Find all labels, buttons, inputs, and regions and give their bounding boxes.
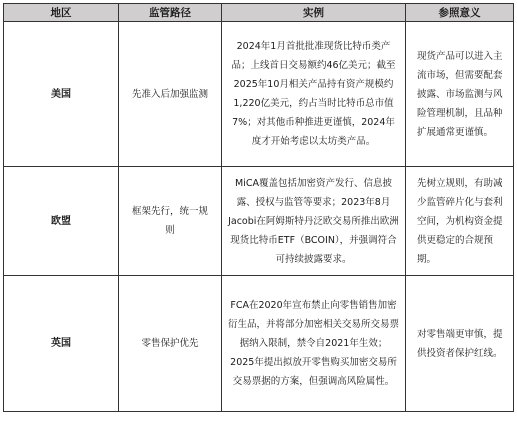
meaning-cell: 现货产品可以进入主流市场，但需要配套披露、市场监测与风险管理机制，且品种扩展通常更谨慎。 [406,22,514,167]
table-row [4,276,514,412]
region-cell: 欧盟 [4,167,119,276]
example-cell: 2024年1月首批批准现货比特币类产品；上线首日交易额约46亿美元；截至2025年10月相关产品持有资产规模约1,220亿美元，约占当时比特币总市值7%；对其他币种推进更谨慎，2024年度才开始考虑以太坊类产品。 [222,22,406,167]
table-row [4,167,514,276]
header-path: 监管路径 [119,4,222,22]
path-cell [119,167,222,276]
path-cell [119,22,222,167]
region-cell: 英国 [4,276,119,412]
header-meaning: 参照意义 [406,4,514,22]
table-header-row [4,4,514,22]
meaning-cell: 对零售端更审慎，提供投资者保护红线。 [406,276,514,412]
path-text: 先准入后加强监测 [131,88,208,100]
region-cell: 美国 [4,22,119,167]
header-example: 实例 [222,4,406,22]
meaning-cell: 先树立规则，有助减少监管碎片化与套利空间，为机构资金提供更稳定的合规预期。 [406,167,514,276]
path-text: 框架先行，统一规则 [131,206,208,236]
path-text: 零售保护优先 [141,338,199,349]
path-cell [119,276,222,412]
example-cell: FCA在2020年宣布禁止向零售销售加密衍生品，并将部分加密相关交易所交易票据纳入限制，禁令自2021年生效；2025年提出拟放开零售购买加密交易所交易票据的方案，但强调高风险属性。 [222,276,406,412]
regulation-comparison-table [3,3,514,412]
example-cell: MiCA覆盖包括加密资产发行、信息披露、授权与监管等要求；2023年8月Jacobi在阿姆斯特丹泛欧交易所推出欧洲现货比特币ETF（BCOIN），并强调符合可持续披露要求。 [222,167,406,276]
table-row [4,22,514,167]
header-region: 地区 [4,4,119,22]
